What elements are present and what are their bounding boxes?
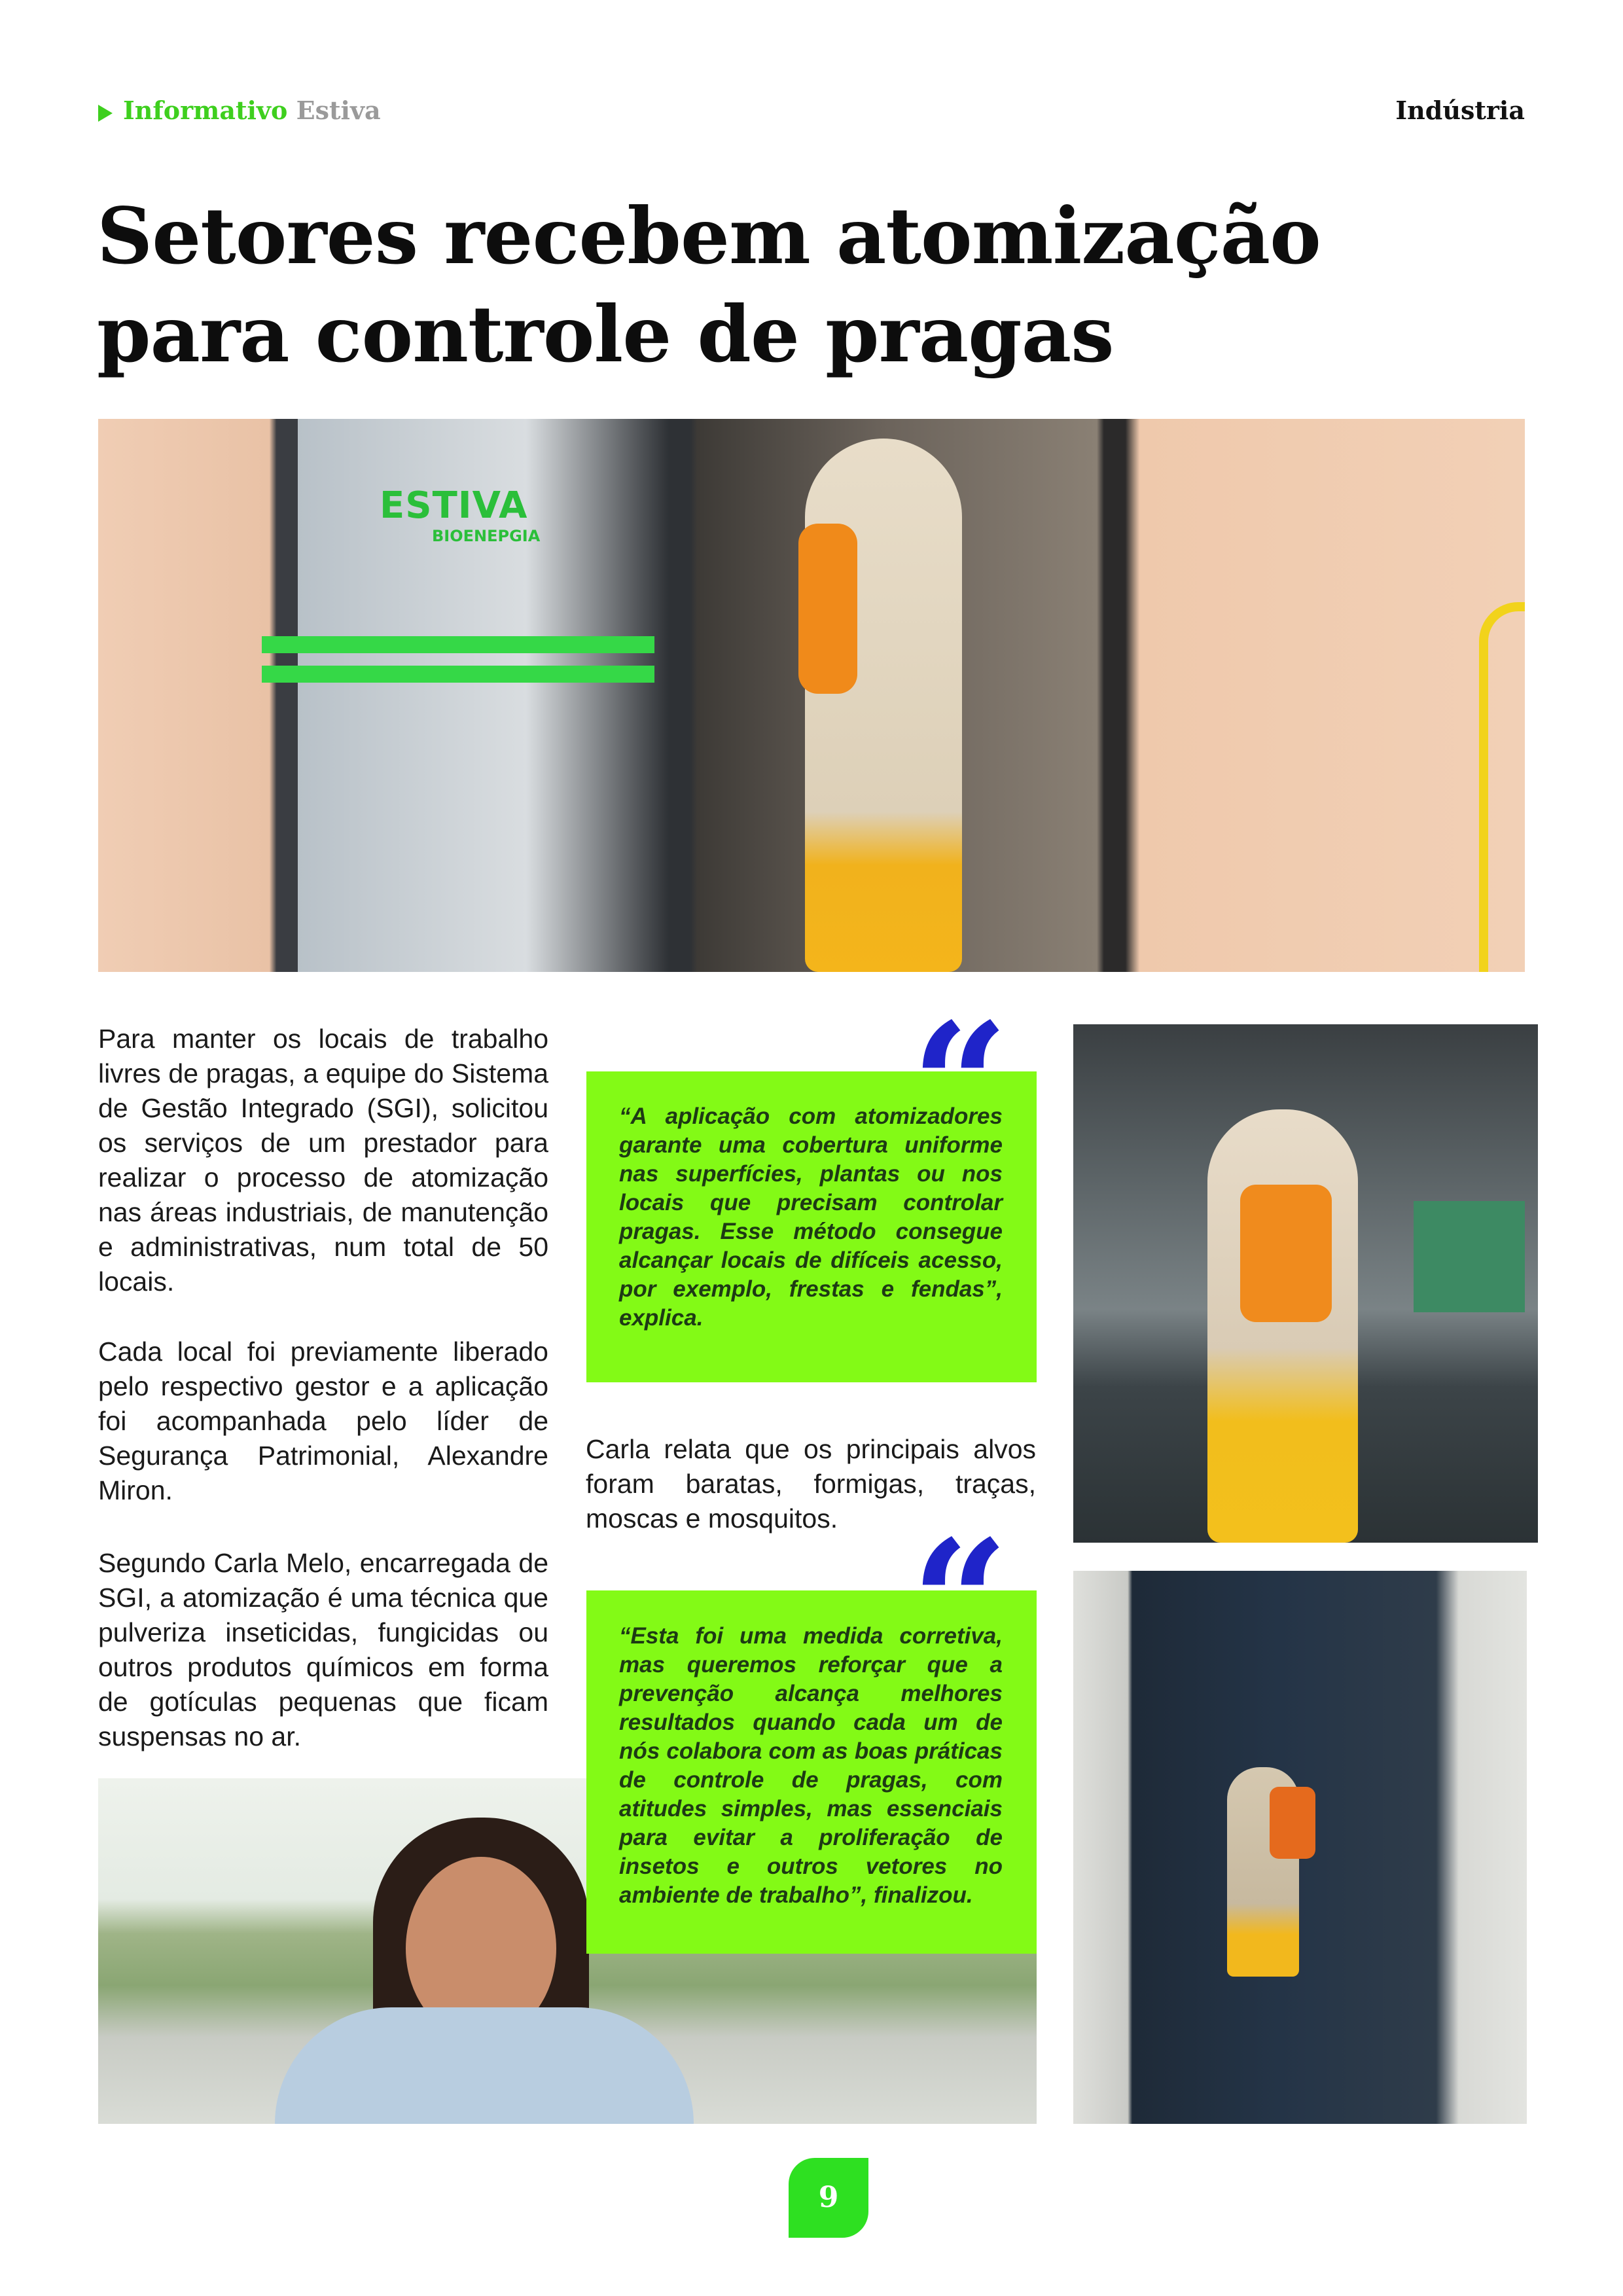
worker-protective-suit <box>805 439 962 972</box>
glass-stripe <box>262 666 654 683</box>
page-number: 9 <box>818 2181 839 2214</box>
atomizer-tank <box>798 524 857 694</box>
brand-informativo: Informativo <box>123 96 288 125</box>
atomizer-tank <box>1270 1787 1315 1859</box>
estiva-logo: ESTIVA BIOENEPGIA <box>380 484 541 545</box>
quote-mark-icon: “ <box>911 986 1009 1186</box>
photo-industrial-area-atomization <box>1073 1024 1538 1543</box>
article-paragraph: Segundo Carla Melo, encarregada de SGI, a atomização é uma técnica que pulveriza inseticidas, fungicidas ou outros produtos químicos em forma de gotículas pequenas que ficam suspensas no ar. <box>98 1548 548 1751</box>
article-paragraph: Para manter os locais de trabalho livres de pragas, a equipe do Sistema de Gestão Integrado (SGI), solicitou os serviços de um prestador para realizar o processo de atomização nas áreas industriais, de manutenção e administrativas, num total de 50 locais. <box>98 1024 548 1297</box>
yellow-handrail <box>1479 602 1525 972</box>
article-title: Setores recebem atomização para controle de pragas <box>97 190 1321 380</box>
glass-stripe <box>262 636 654 653</box>
workshop-machine <box>1414 1201 1525 1312</box>
brand-estiva: Estiva <box>296 96 381 125</box>
header-arrow-icon <box>98 105 113 122</box>
photo-workshop-doorway-atomization <box>1073 1571 1527 2124</box>
quote-mark-icon: “ <box>911 1503 1009 1703</box>
worker-protective-suit <box>1207 1109 1358 1543</box>
article-paragraph: Carla relata que os principais alvos foram baratas, formigas, traças, moscas e mosquitos. <box>586 1434 1036 1534</box>
atomizer-tank <box>1240 1185 1332 1322</box>
pull-quote: “Esta foi uma medida corretiva, mas queremos reforçar que a prevenção alcança melhores resultados quando cada um de nós colabora com as boas práticas de controle de pragas, com atitudes simples, mas essenciais para evitar a proliferação de insetos e outros vetores no ambiente de trabalho”, finalizou. <box>619 1623 1003 1908</box>
portrait-shirt <box>275 2007 694 2124</box>
pull-quote: “A aplicação com atomizadores garante uma cobertura uniforme nas superfícies, plantas ou nos locais que precisam controlar pragas. Esse método consegue alcançar locais de difíceis acesso, por exemplo, frestas e fendas”, explica. <box>619 1103 1003 1331</box>
article-paragraph: Cada local foi previamente liberado pelo respectivo gestor e a aplicação foi acompanhada pelo líder de Segurança Patrimonial, Alexandre Miron. <box>98 1336 548 1505</box>
publication-name <box>123 96 381 125</box>
hero-photo-atomization-office <box>98 419 1525 972</box>
section-label: Indústria <box>1395 96 1525 125</box>
